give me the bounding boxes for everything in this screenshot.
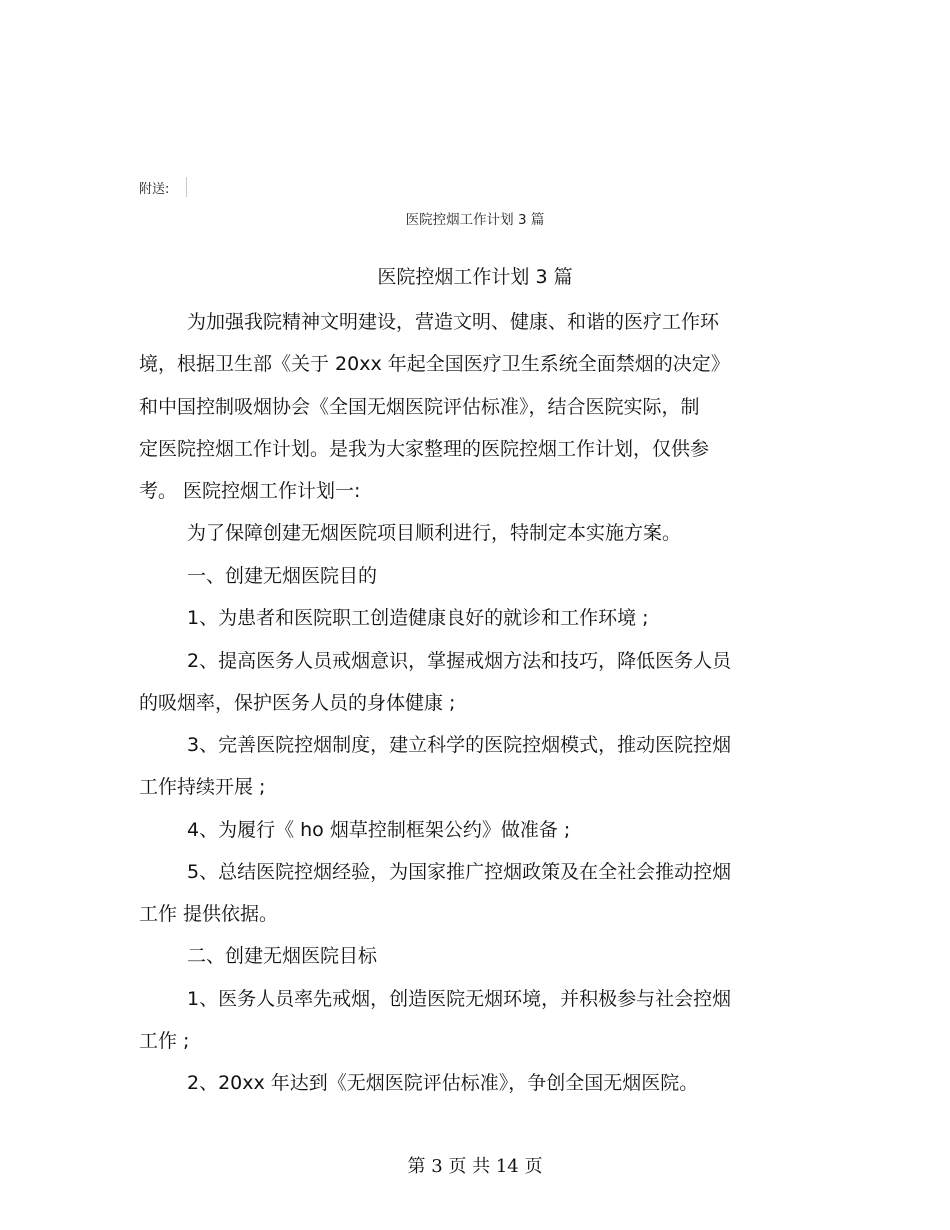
header-small-title: 医院控烟工作计划 3 篇 <box>405 212 545 228</box>
paragraph-line: 考。 医院控烟工作计划一: <box>139 480 361 502</box>
list-item: 2、提高医务人员戒烟意识，掌握戒烟方法和技巧，降低医务人员 <box>187 650 732 672</box>
paragraph-line: 定医院控烟工作计划。是我为大家整理的医院控烟工作计划，仅供参 <box>139 438 710 460</box>
paragraph-line: 境，根据卫生部《关于 20xx 年起全国医疗卫生系统全面禁烟的决定》 <box>139 353 730 375</box>
list-item: 3、完善医院控烟制度，建立科学的医院控烟模式，推动医院控烟 <box>187 734 732 756</box>
header-divider <box>186 177 187 197</box>
document-title: 医院控烟工作计划 3 篇 <box>377 266 573 288</box>
list-item-continuation: 工作 提供依据。 <box>139 903 279 925</box>
list-item: 1、医务人员率先戒烟，创造医院无烟环境，并积极参与社会控烟 <box>187 988 732 1010</box>
list-item: 1、为患者和医院职工创造健康良好的就诊和工作环境 ; <box>187 607 649 629</box>
page-indicator: 第 3 页 共 14 页 <box>407 1156 543 1177</box>
list-item: 2、20xx 年达到《无烟医院评估标准》，争创全国无烟医院。 <box>187 1072 699 1094</box>
paragraph-line: 为加强我院精神文明建设，营造文明、健康、和谐的医疗工作环 <box>187 311 720 333</box>
list-item-continuation: 的吸烟率，保护医务人员的身体健康 ; <box>139 692 456 714</box>
section-heading: 二、创建无烟医院目标 <box>187 945 378 967</box>
header-label: 附送: <box>139 182 170 197</box>
list-item-continuation: 工作 ; <box>139 1030 190 1052</box>
paragraph-line: 为了保障创建无烟医院项目顺利进行，特制定本实施方案。 <box>187 522 682 544</box>
list-item: 5、总结医院控烟经验，为国家推广控烟政策及在全社会推动控烟 <box>187 861 732 883</box>
list-item: 4、为履行《 ho 烟草控制框架公约》做准备 ; <box>187 819 571 841</box>
list-item-continuation: 工作持续开展 ; <box>139 776 266 798</box>
section-heading: 一、创建无烟医院目的 <box>187 565 378 587</box>
paragraph-line: 和中国控制吸烟协会《全国无烟医院评估标准》，结合医院实际，制 <box>139 396 700 418</box>
